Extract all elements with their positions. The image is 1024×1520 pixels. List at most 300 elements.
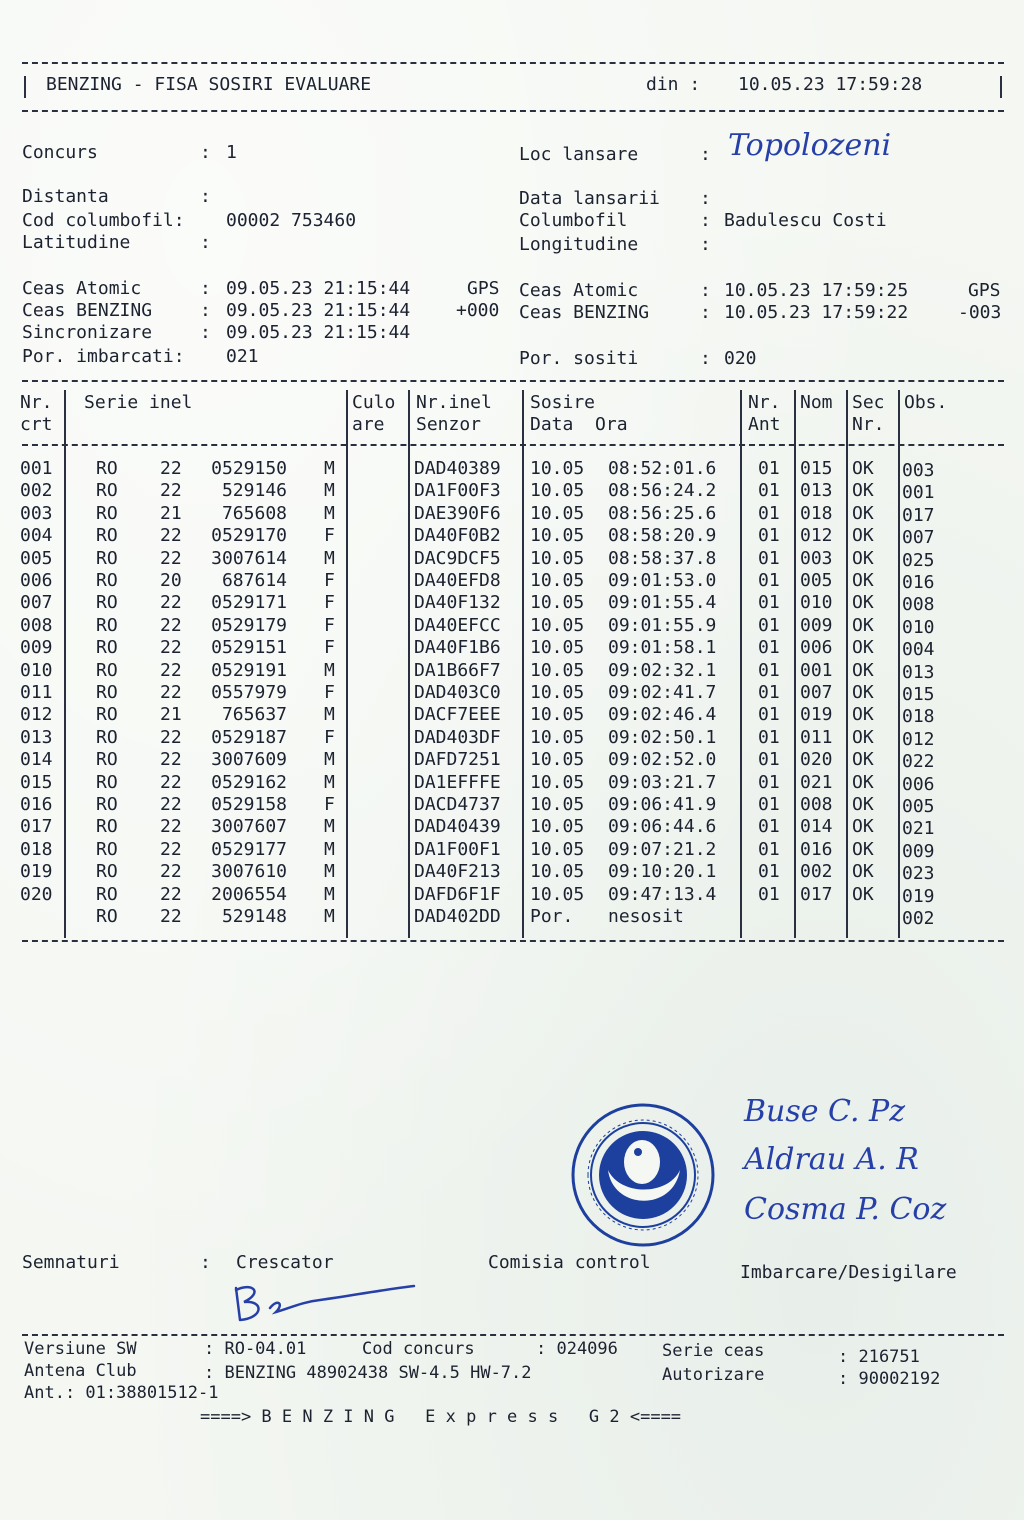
row-nom: 001 <box>800 659 833 681</box>
crescator-signature <box>230 1278 420 1328</box>
column-separator <box>740 390 742 938</box>
row-nr: 002 <box>20 480 53 502</box>
signature-line-2: Aldrau A. R <box>744 1142 919 1177</box>
row-obs: 005 <box>902 796 935 817</box>
row-country: RO <box>96 771 118 793</box>
row-nom: 018 <box>800 502 833 524</box>
longitudine-sep: : <box>700 234 711 255</box>
concurs-value: 1 <box>226 142 237 163</box>
header-nr-line1: Nr. <box>20 392 53 413</box>
row-year: 22 <box>160 458 182 479</box>
footer-rule <box>22 1334 1004 1336</box>
header-nom-line1: Nom <box>800 392 833 413</box>
row-year: 22 <box>160 480 182 502</box>
row-nr: 018 <box>20 838 53 860</box>
row-ring: 765608 <box>221 502 287 524</box>
imbarcare-label: Imbarcare/Desigilare <box>740 1262 957 1283</box>
row-time: 09:01:55.4 <box>608 592 717 614</box>
row-date: 10.05 <box>530 570 585 591</box>
row-time: 09:10:20.1 <box>608 861 717 883</box>
row-nom: 021 <box>800 771 833 793</box>
row-sex: M <box>324 906 335 927</box>
row-sex: F <box>324 614 335 636</box>
report-date-value: 10.05.23 17:59:28 <box>738 74 923 95</box>
semnaturi-label: Semnaturi <box>22 1252 120 1273</box>
row-nom: 005 <box>800 570 833 591</box>
row-obs: 017 <box>902 504 935 526</box>
row-year: 22 <box>160 749 182 771</box>
row-sex: M <box>324 883 335 905</box>
table-header-rule <box>22 444 1004 446</box>
row-ring: 529148 <box>221 906 287 927</box>
ceas-atomic-right-sep: : <box>700 280 711 301</box>
header-right-edge <box>1000 76 1002 98</box>
row-year: 22 <box>160 682 182 703</box>
row-sec: OK <box>852 637 874 659</box>
row-sex: M <box>324 659 335 681</box>
row-country: RO <box>96 547 118 569</box>
row-ring: 0529170 <box>211 525 287 547</box>
columbofil-value: Badulescu Costi <box>724 210 887 231</box>
row-obs: 022 <box>902 751 935 773</box>
row-time: 09:07:21.2 <box>608 838 717 860</box>
header-sec-line1: Sec <box>852 392 885 413</box>
row-country: RO <box>96 816 118 838</box>
por-sositi-label: Por. sositi <box>519 348 639 369</box>
cod-concurs-label: Cod concurs <box>362 1339 475 1359</box>
data-lansarii-label: Data lansarii <box>519 188 660 209</box>
header-culoare-line1: Culo <box>352 392 396 413</box>
ceas-benzing-left-value: 09.05.23 21:15:44 <box>226 300 411 321</box>
columbofil-label: Columbofil <box>519 210 628 231</box>
row-nr: 006 <box>20 570 53 591</box>
row-obs: 015 <box>902 684 935 705</box>
columbofil-sep: : <box>700 210 711 231</box>
row-sex: F <box>324 592 335 614</box>
row-country: RO <box>96 726 118 748</box>
row-ring: 3007607 <box>211 816 287 838</box>
header-nrinel-line2: Senzor <box>416 414 482 435</box>
row-country: RO <box>96 592 118 614</box>
row-nom: 017 <box>800 883 833 905</box>
row-nom: 016 <box>800 838 833 860</box>
por-sositi-value: 020 <box>724 348 757 369</box>
versiune-label: Versiune SW <box>24 1339 137 1359</box>
row-sensor: DA40F132 <box>414 592 501 614</box>
row-sensor: DA40F0B2 <box>414 525 501 547</box>
row-obs: 012 <box>902 728 935 750</box>
row-ant: 01 <box>758 704 780 726</box>
row-ring: 529146 <box>221 480 287 502</box>
row-sex: M <box>324 749 335 771</box>
ceas-benzing-right-label: Ceas BENZING <box>519 302 650 323</box>
row-sec: OK <box>852 570 874 591</box>
row-sec: OK <box>852 682 874 703</box>
table-bottom-rule <box>22 940 1004 942</box>
row-nr: 010 <box>20 659 53 681</box>
row-sec: OK <box>852 749 874 771</box>
ceas-atomic-left-sep: : <box>200 278 211 299</box>
row-ring: 0529158 <box>211 794 287 815</box>
row-country: RO <box>96 525 118 547</box>
row-sensor: DA1B66F7 <box>414 659 501 681</box>
row-ant: 01 <box>758 861 780 883</box>
row-time: 08:56:24.2 <box>608 480 717 502</box>
ceas-atomic-right-extra: GPS <box>968 280 1001 301</box>
semnaturi-sep: : <box>200 1252 211 1273</box>
row-obs: 002 <box>902 908 935 929</box>
row-year: 22 <box>160 659 182 681</box>
row-time: 09:06:44.6 <box>608 816 717 838</box>
ceas-atomic-left-label: Ceas Atomic <box>22 278 142 299</box>
row-date: 10.05 <box>530 771 585 793</box>
row-time: 09:47:13.4 <box>608 883 717 905</box>
signature-line-3: Cosma P. Coz <box>744 1192 947 1227</box>
row-ring: 0529177 <box>211 838 287 860</box>
row-sensor: DAE390F6 <box>414 502 501 524</box>
column-separator <box>522 390 524 938</box>
ceas-benzing-right-value: 10.05.23 17:59:22 <box>724 302 909 323</box>
row-sec: OK <box>852 480 874 502</box>
header-sec-line2: Nr. <box>852 414 885 435</box>
row-sex: M <box>324 704 335 726</box>
row-year: 22 <box>160 592 182 614</box>
row-nom: 020 <box>800 749 833 771</box>
row-ant: 01 <box>758 749 780 771</box>
header-obs-line1: Obs. <box>904 392 948 413</box>
row-ant: 01 <box>758 637 780 659</box>
ceas-atomic-left-extra: GPS <box>467 278 500 299</box>
row-sensor: DA40EFCC <box>414 614 501 636</box>
row-ring: 0529151 <box>211 637 287 659</box>
row-nr: 003 <box>20 502 53 524</box>
versiune-value: : RO-04.01 <box>204 1339 307 1359</box>
row-sex: F <box>324 637 335 659</box>
row-ring: 2006554 <box>211 883 287 905</box>
sincronizare-label: Sincronizare <box>22 322 153 343</box>
row-nom: 015 <box>800 458 833 479</box>
row-obs: 009 <box>902 840 935 862</box>
row-year: 22 <box>160 906 182 927</box>
row-sex: M <box>324 816 335 838</box>
row-obs: 021 <box>902 818 935 840</box>
row-ant: 01 <box>758 682 780 703</box>
row-obs: 013 <box>902 661 935 683</box>
row-sec: OK <box>852 726 874 748</box>
row-sec: OK <box>852 794 874 815</box>
row-sensor: DAFD7251 <box>414 749 501 771</box>
row-year: 22 <box>160 816 182 838</box>
row-time: 09:02:52.0 <box>608 749 717 771</box>
row-ring: 0557979 <box>211 682 287 703</box>
ceas-atomic-right-label: Ceas Atomic <box>519 280 639 301</box>
column-separator <box>64 390 66 938</box>
row-sensor: DAFD6F1F <box>414 883 501 905</box>
row-ant: 01 <box>758 659 780 681</box>
row-year: 21 <box>160 502 182 524</box>
row-sec: OK <box>852 547 874 569</box>
row-ring: 0529191 <box>211 659 287 681</box>
row-ring: 3007614 <box>211 547 287 569</box>
row-nom: 010 <box>800 592 833 614</box>
club-seal-stamp <box>568 1100 718 1250</box>
row-sex: M <box>324 771 335 793</box>
row-nom: 012 <box>800 525 833 547</box>
row-country: RO <box>96 704 118 726</box>
serie-ceas-label: Serie ceas <box>662 1341 765 1361</box>
column-separator <box>898 390 900 938</box>
cod-columbofil-label: Cod columbofil: <box>22 210 185 231</box>
row-sex: F <box>324 682 335 703</box>
row-sensor: DACD4737 <box>414 794 501 815</box>
row-sec: OK <box>852 816 874 838</box>
row-year: 22 <box>160 525 182 547</box>
row-sensor: DAD40439 <box>414 816 501 838</box>
row-nr: 011 <box>20 682 53 703</box>
longitudine-label: Longitudine <box>519 234 639 255</box>
row-date: 10.05 <box>530 480 585 502</box>
header-culoare-line2: are <box>352 414 385 435</box>
row-sec: OK <box>852 458 874 479</box>
row-country: RO <box>96 659 118 681</box>
column-separator <box>346 390 348 938</box>
row-date: 10.05 <box>530 659 585 681</box>
row-country: RO <box>96 570 118 591</box>
row-obs: 006 <box>902 773 935 795</box>
row-sensor: DA40F1B6 <box>414 637 501 659</box>
row-date: 10.05 <box>530 637 585 659</box>
row-year: 22 <box>160 771 182 793</box>
row-nr: 017 <box>20 816 53 838</box>
concurs-sep: : <box>200 142 211 163</box>
sincronizare-sep: : <box>200 322 211 343</box>
row-date: 10.05 <box>530 861 585 883</box>
row-date: 10.05 <box>530 682 585 703</box>
row-obs: 003 <box>902 460 935 481</box>
row-date: 10.05 <box>530 883 585 905</box>
row-nom: 011 <box>800 726 833 748</box>
row-sex: F <box>324 525 335 547</box>
row-sec: OK <box>852 861 874 883</box>
header-serie-line1: Serie inel <box>84 392 193 413</box>
row-year: 20 <box>160 570 182 591</box>
header-sosire-line2: Data Ora <box>530 414 628 435</box>
row-sensor: DAD403C0 <box>414 682 501 703</box>
row-country: RO <box>96 838 118 860</box>
row-nr: 008 <box>20 614 53 636</box>
header-ant-line2: Ant <box>748 414 781 435</box>
autorizare-value: : 90002192 <box>838 1369 941 1389</box>
row-country: RO <box>96 749 118 771</box>
antenna-id: Ant.: 01:38801512-1 <box>24 1383 219 1403</box>
row-ant: 01 <box>758 547 780 569</box>
row-country: RO <box>96 906 118 927</box>
header-nrinel-line1: Nr.inel <box>416 392 492 413</box>
row-year: 22 <box>160 861 182 883</box>
row-country: RO <box>96 682 118 703</box>
row-ring: 0529150 <box>211 458 287 479</box>
row-year: 22 <box>160 614 182 636</box>
row-obs: 018 <box>902 706 935 728</box>
row-nr: 016 <box>20 794 53 815</box>
row-nr: 012 <box>20 704 53 726</box>
row-ant: 01 <box>758 480 780 502</box>
antena-club-value: : BENZING 48902438 SW-4.5 HW-7.2 <box>204 1363 532 1383</box>
row-ant: 01 <box>758 726 780 748</box>
row-year: 22 <box>160 547 182 569</box>
distanta-sep: : <box>200 186 211 207</box>
row-date: 10.05 <box>530 525 585 547</box>
row-nr: 013 <box>20 726 53 748</box>
row-nom: 008 <box>800 794 833 815</box>
row-nr: 004 <box>20 525 53 547</box>
row-sensor: DA1F00F1 <box>414 838 501 860</box>
row-sensor: DACF7EEE <box>414 704 501 726</box>
row-sex: M <box>324 838 335 860</box>
row-time: 09:03:21.7 <box>608 771 717 793</box>
loc-lansare-label: Loc lansare <box>519 144 639 165</box>
row-sex: M <box>324 502 335 524</box>
row-country: RO <box>96 458 118 479</box>
row-sex: M <box>324 861 335 883</box>
row-obs: 025 <box>902 549 935 571</box>
row-year: 22 <box>160 794 182 815</box>
row-date: 10.05 <box>530 838 585 860</box>
row-sex: M <box>324 458 335 479</box>
row-time: 09:01:58.1 <box>608 637 717 659</box>
row-nom: 019 <box>800 704 833 726</box>
row-time: 08:58:37.8 <box>608 547 717 569</box>
serie-ceas-value: : 216751 <box>838 1347 920 1367</box>
row-ant: 01 <box>758 771 780 793</box>
row-ring: 687614 <box>221 570 287 591</box>
row-nom: 006 <box>800 637 833 659</box>
row-country: RO <box>96 502 118 524</box>
ceas-atomic-right-value: 10.05.23 17:59:25 <box>724 280 909 301</box>
crescator-label: Crescator <box>236 1252 334 1273</box>
row-date: 10.05 <box>530 726 585 748</box>
row-nr: 019 <box>20 861 53 883</box>
row-nom: 013 <box>800 480 833 502</box>
row-nom: 002 <box>800 861 833 883</box>
data-lansarii-sep: : <box>700 188 711 209</box>
por-sositi-sep: : <box>700 348 711 369</box>
row-nr: 007 <box>20 592 53 614</box>
row-sec: OK <box>852 771 874 793</box>
comisia-control-label: Comisia control <box>488 1252 651 1273</box>
row-obs: 004 <box>902 639 935 661</box>
row-time: 09:06:41.9 <box>608 794 717 815</box>
row-time: 09:01:53.0 <box>608 570 717 591</box>
row-year: 22 <box>160 637 182 659</box>
report-title: BENZING - FISA SOSIRI EVALUARE <box>46 74 372 95</box>
row-time: 09:01:55.9 <box>608 614 717 636</box>
por-imbarcati-value: 021 <box>226 346 259 367</box>
row-nr: 001 <box>20 458 53 479</box>
ceas-atomic-left-value: 09.05.23 21:15:44 <box>226 278 411 299</box>
row-country: RO <box>96 614 118 636</box>
row-date: 10.05 <box>530 704 585 726</box>
header-sosire-line1: Sosire <box>530 392 596 413</box>
row-year: 22 <box>160 838 182 860</box>
cod-columbofil-value: 00002 753460 <box>226 210 357 231</box>
row-country: RO <box>96 480 118 502</box>
row-date: 10.05 <box>530 816 585 838</box>
row-obs: 016 <box>902 572 935 593</box>
row-ant: 01 <box>758 816 780 838</box>
row-country: RO <box>96 883 118 905</box>
row-date: 10.05 <box>530 794 585 815</box>
header-ant-line1: Nr. <box>748 392 781 413</box>
row-ant: 01 <box>758 502 780 524</box>
row-time: 09:02:46.4 <box>608 704 717 726</box>
row-ant: 01 <box>758 614 780 636</box>
row-sec: OK <box>852 592 874 614</box>
row-ant: 01 <box>758 794 780 815</box>
row-ant: 01 <box>758 592 780 614</box>
header-left-edge <box>24 76 26 98</box>
row-nom: 003 <box>800 547 833 569</box>
row-sec: OK <box>852 838 874 860</box>
ceas-benzing-left-extra: +000 <box>456 300 500 321</box>
loc-lansare-sep: : <box>700 144 711 165</box>
row-time: 09:02:32.1 <box>608 659 717 681</box>
concurs-label: Concurs <box>22 142 98 163</box>
ceas-benzing-left-label: Ceas BENZING <box>22 300 153 321</box>
row-sec: OK <box>852 502 874 524</box>
row-ring: 0529171 <box>211 592 287 614</box>
autorizare-label: Autorizare <box>662 1365 765 1385</box>
row-year: 22 <box>160 726 182 748</box>
row-country: RO <box>96 861 118 883</box>
cod-concurs-value: : 024096 <box>536 1339 618 1359</box>
row-sec: OK <box>852 614 874 636</box>
distanta-label: Distanta <box>22 186 109 207</box>
row-date: 10.05 <box>530 458 585 479</box>
column-separator <box>846 390 848 938</box>
ceas-benzing-right-sep: : <box>700 302 711 323</box>
row-date: 10.05 <box>530 614 585 636</box>
antena-club-label: Antena Club <box>24 1361 137 1381</box>
row-ant: 01 <box>758 458 780 479</box>
row-ant: 01 <box>758 838 780 860</box>
row-obs: 001 <box>902 482 935 504</box>
row-sensor: DAD403DF <box>414 726 501 748</box>
row-country: RO <box>96 794 118 815</box>
row-nr: 009 <box>20 637 53 659</box>
row-nr: 014 <box>20 749 53 771</box>
column-separator <box>408 390 410 938</box>
row-obs: 019 <box>902 885 935 907</box>
row-year: 22 <box>160 883 182 905</box>
ceas-benzing-right-extra: -003 <box>958 302 1002 323</box>
report-date-label: din : <box>646 74 701 95</box>
row-sec: OK <box>852 883 874 905</box>
loc-lansare-handwritten: Topolozeni <box>728 128 892 163</box>
row-obs: 010 <box>902 616 935 638</box>
row-sex: F <box>324 570 335 591</box>
row-sec: OK <box>852 525 874 547</box>
row-time: 09:02:41.7 <box>608 682 717 703</box>
por-imbarcati-label: Por. imbarcati: <box>22 346 185 367</box>
row-sensor: DAD402DD <box>414 906 501 927</box>
row-ring: 3007609 <box>211 749 287 771</box>
row-year: 21 <box>160 704 182 726</box>
row-sex: M <box>324 480 335 502</box>
row-nom: 007 <box>800 682 833 703</box>
row-obs: 008 <box>902 594 935 616</box>
table-top-rule <box>22 380 1004 382</box>
